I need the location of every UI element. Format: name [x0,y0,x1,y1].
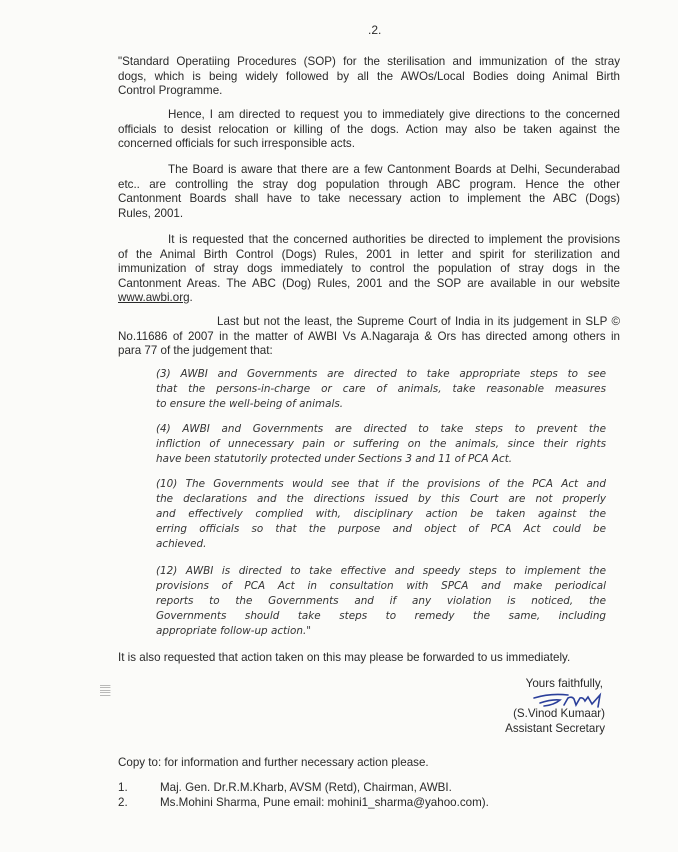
text-line: that the persons-in-charge or care of animals, take reasonable measures [156,382,606,395]
text-line: reports to the Governments and if any violation is noticed, the [156,594,606,607]
item-number: 1. [118,781,128,794]
item-text: Ms.Mohini Sharma, Pune email: mohini1_sharma@yahoo.com). [160,796,489,809]
text-line: Cantonment Areas. The ABC (Dog) Rules, 2001 and the SOP are available in our website [118,277,620,291]
item-number: 2. [118,796,128,809]
signatory-name: (S.Vinod Kumaar) [513,707,605,720]
text-line: and effectively complied with, disciplinary action be taken against the [156,507,606,520]
copy-to-item [118,796,489,809]
text-line: (3) AWBI and Governments are directed to take appropriate steps to see [156,368,606,380]
copy-to-heading: Copy to: for information and further necessary action please. [118,756,429,769]
paragraph-cantonment-boards [118,163,620,222]
salutation: Yours faithfully, [525,677,603,690]
text-line: para 77 of the judgement that: [118,344,273,358]
stray-pen-mark: 𝄚 [100,683,111,698]
closing-request: It is also requested that action taken on this may please be forwarded to us immediately. [118,651,571,664]
text-line: Control Programme. [118,84,223,98]
text-line: Governments should take steps to remedy the same, including [156,609,606,622]
website-link[interactable]: www.awbi.org [118,291,190,304]
text-line: concerned officials for such irresponsible acts. [118,137,355,151]
text-line: have been statutorily protected under Sections 3 and 11 of PCA Act. [156,452,513,465]
text-line: Cantonment Boards shall have to take necessary action to implement the ABC (Dogs) [118,192,620,206]
text-line: "Standard Operatiing Procedures (SOP) for the sterilisation and immunization of the stray [118,55,620,68]
text-line: Hence, I am directed to request you to immediately give directions to the concerned [168,108,620,121]
text-line: achieved. [156,537,207,550]
text-line: (4) AWBI and Governments are directed to take steps to prevent the [156,423,606,435]
text-line: of the Animal Birth Control (Dogs) Rules, 2001 in letter and spirit for sterilization and [118,247,620,261]
text-line: It is requested that the concerned authorities be directed to implement the provisions [168,233,620,246]
copy-to-item [118,781,452,794]
website-line [118,291,620,306]
text-line: to ensure the well-being of animals. [156,397,344,410]
text-line: provisions of PCA Act in consultation with SPCA and make periodical [156,579,606,592]
paragraph-sop [118,55,620,99]
text-line: etc.. are controlling the stray dog population through ABC program. Hence the other [118,177,620,191]
quote-para-3 [156,367,606,412]
text-line: No.11686 of 2007 in the matter of AWBI Vs A.Nagaraja & Ors has directed among others in [118,329,620,343]
text-line: appropriate follow-up action." [156,624,312,637]
item-text: Maj. Gen. Dr.R.M.Kharb, AVSM (Retd), Chairman, AWBI. [160,781,452,794]
text-line: dogs, which is being widely followed by all the AWOs/Local Bodies doing Animal Birth [118,69,620,83]
paragraph-supreme-court [118,315,620,359]
text-line: (10) The Governments would see that if the provisions of the PCA Act and [156,478,606,490]
paragraph-request [118,233,620,292]
website-suffix: . [189,291,193,304]
quote-para-10 [156,477,606,551]
text-line: the declarations and the directions issued by this Court are not properly [156,492,606,505]
text-line: infliction of unnecessary pain or suffering on the animals, since their rights [156,437,606,450]
text-line: (12) AWBI is directed to take effective and speedy steps to implement the [156,565,606,577]
text-line: officials to desist relocation or killing of the dogs. Action may also be taken against the [118,122,620,136]
text-line: The Board is aware that there are a few Cantonment Boards at Delhi, Secunderabad [168,163,620,176]
quote-para-12 [156,564,606,638]
signatory-designation: Assistant Secretary [505,722,605,735]
text-line: Last but not the least, the Supreme Court of India in its judgement in SLP © [217,315,620,328]
text-line: immunization of stray dogs immediately to control the population of stray dogs in the [118,262,620,276]
text-line: Rules, 2001. [118,207,184,221]
text-line: erring officials so that the purpose and object of PCA Act could be [156,522,606,535]
page-number: .2. [368,23,382,37]
paragraph-directions [118,108,620,152]
quote-para-4 [156,422,606,467]
